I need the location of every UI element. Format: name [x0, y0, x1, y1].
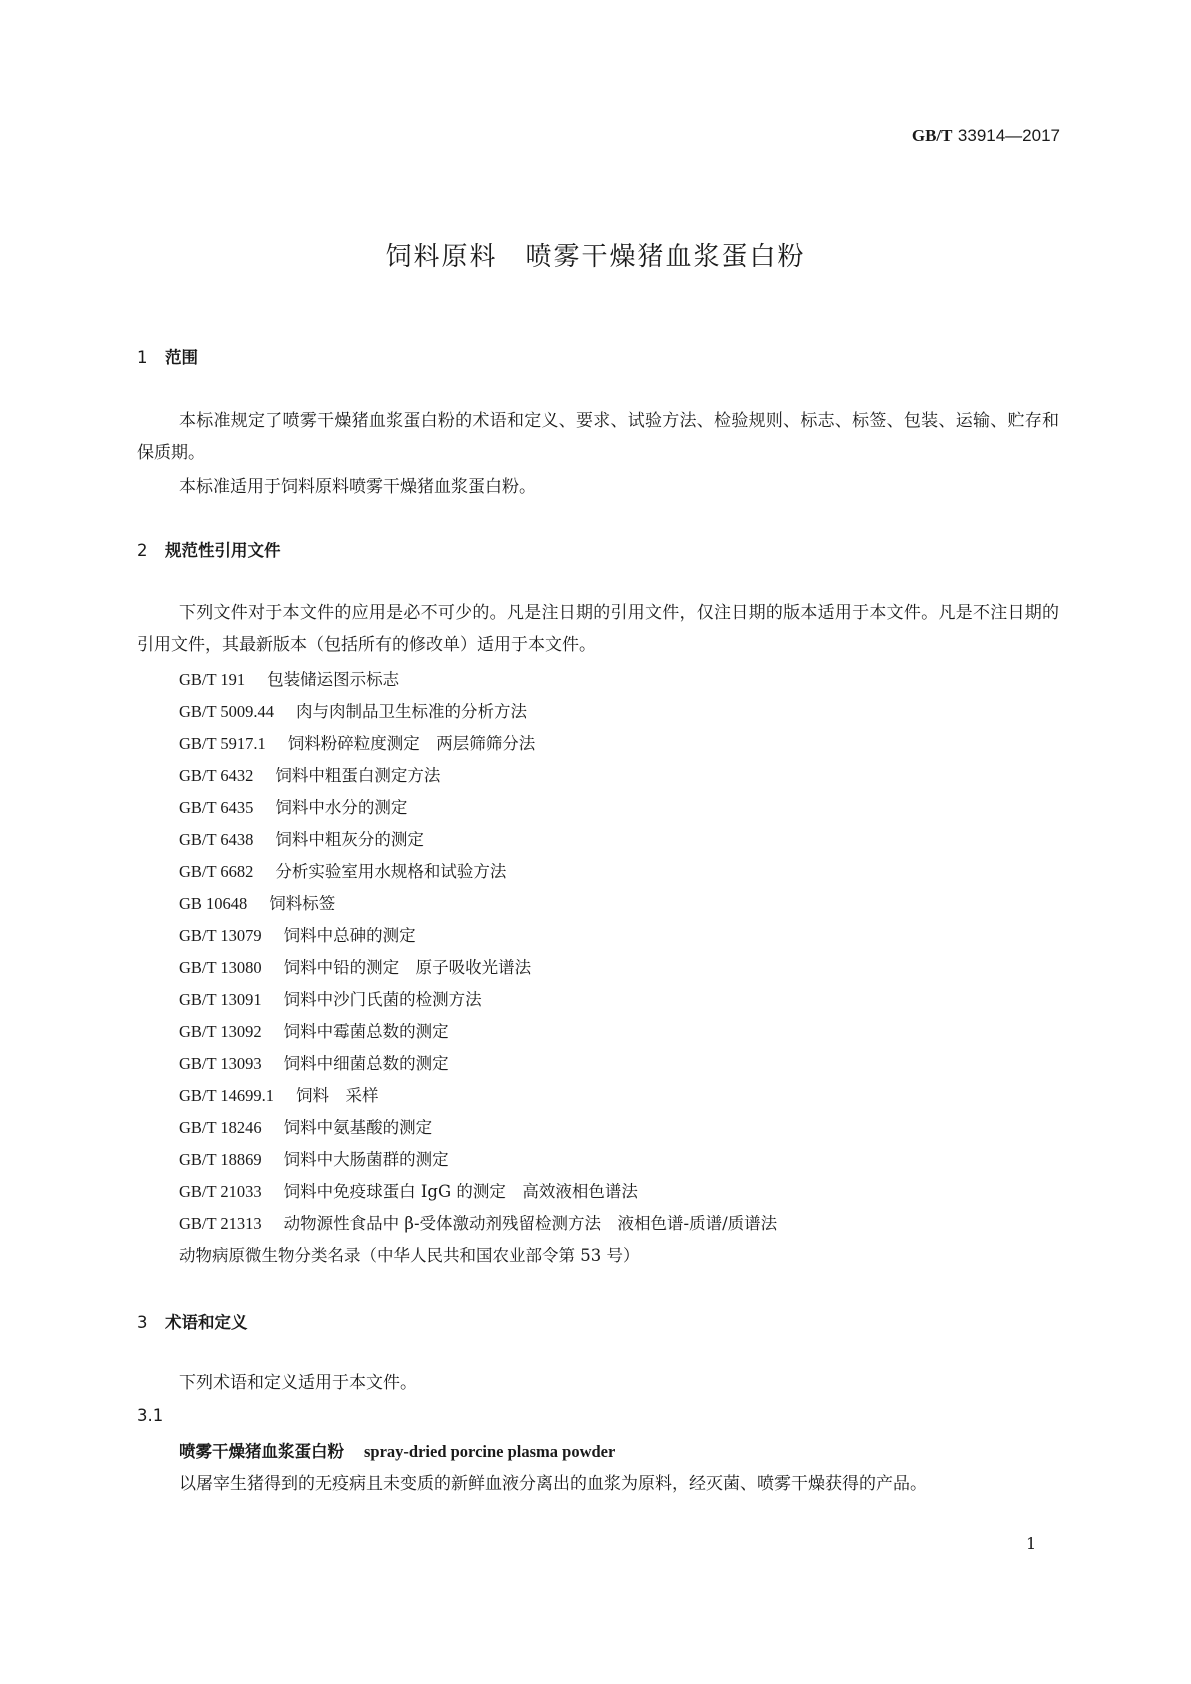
document-title: 饲料原料 喷雾干燥猪血浆蛋白粉 [385, 242, 806, 272]
section-number: 1 [137, 348, 148, 367]
reference-item: GB/T 13091 饲料中沙门氏菌的检测方法 [179, 990, 482, 1009]
references-intro: 下列文件对于本文件的应用是必不可少的。凡是注日期的引用文件，仅注日期的版本适用于本文件。凡是不注日期的引用文件，其最新版本（包括所有的修改单）适用于本文件。 [137, 603, 1059, 655]
scope-paragraph-1: 本标准规定了喷雾干燥猪血浆蛋白粉的术语和定义、要求、试验方法、检验规则、标志、标签、包装、运输、贮存和保质期。 [137, 411, 1059, 463]
reference-item: GB/T 13080 饲料中铅的测定 原子吸收光谱法 [179, 958, 532, 977]
terms-intro: 下列术语和定义适用于本文件。 [179, 1373, 417, 1393]
reference-item: GB/T 18246 饲料中氨基酸的测定 [179, 1118, 433, 1137]
reference-item: GB/T 6435 饲料中水分的测定 [179, 798, 408, 817]
scope-paragraph-2: 本标准适用于饲料原料喷雾干燥猪血浆蛋白粉。 [179, 477, 536, 497]
section-number: 2 [137, 541, 148, 560]
reference-item: GB/T 191 包装储运图示标志 [179, 670, 400, 689]
term-zh: 喷雾干燥猪血浆蛋白粉 [179, 1442, 344, 1461]
section-title: 范围 [165, 348, 198, 367]
reference-item: GB/T 13093 饲料中细菌总数的测定 [179, 1054, 449, 1073]
reference-item: GB/T 6438 饲料中粗灰分的测定 [179, 830, 424, 849]
reference-item: GB 10648 饲料标签 [179, 894, 336, 913]
reference-item-extra: 动物病原微生物分类名录（中华人民共和国农业部令第 53 号） [179, 1246, 640, 1265]
section-number: 3 [137, 1313, 148, 1332]
reference-item: GB/T 5917.1 饲料粉碎粒度测定 两层筛筛分法 [179, 734, 536, 753]
term-heading [179, 1438, 615, 1462]
standard-prefix: GB/T [911, 126, 953, 145]
standard-code [912, 126, 1060, 146]
term-definition: 以屠宰生猪得到的无疫病且未变质的新鲜血液分离出的血浆为原料，经灭菌、喷雾干燥获得的产品。 [179, 1474, 927, 1494]
reference-item: GB/T 5009.44 肉与肉制品卫生标准的分析方法 [179, 702, 528, 721]
section-title: 术语和定义 [165, 1313, 248, 1332]
reference-item: GB/T 6682 分析实验室用水规格和试验方法 [179, 862, 507, 881]
page-number: 1 [1026, 1534, 1037, 1553]
reference-item: GB/T 14699.1 饲料 采样 [179, 1086, 379, 1105]
reference-item: GB/T 13079 饲料中总砷的测定 [179, 926, 416, 945]
section-3-heading [137, 1309, 248, 1333]
reference-item: GB/T 21313 动物源性食品中 β-受体激动剂残留检测方法 液相色谱-质谱/质谱法 [179, 1214, 778, 1233]
section-title: 规范性引用文件 [165, 541, 281, 560]
reference-item: GB/T 21033 饲料中免疫球蛋白 IgG 的测定 高效液相色谱法 [179, 1182, 638, 1201]
term-number: 3.1 [137, 1406, 164, 1425]
standard-number: 33914—2017 [957, 126, 1060, 145]
section-1-heading [137, 344, 198, 368]
reference-item: GB/T 13092 饲料中霉菌总数的测定 [179, 1022, 449, 1041]
reference-item: GB/T 18869 饲料中大肠菌群的测定 [179, 1150, 449, 1169]
reference-item: GB/T 6432 饲料中粗蛋白测定方法 [179, 766, 441, 785]
section-2-heading [137, 537, 281, 561]
term-en: spray-dried porcine plasma powder [364, 1442, 616, 1461]
